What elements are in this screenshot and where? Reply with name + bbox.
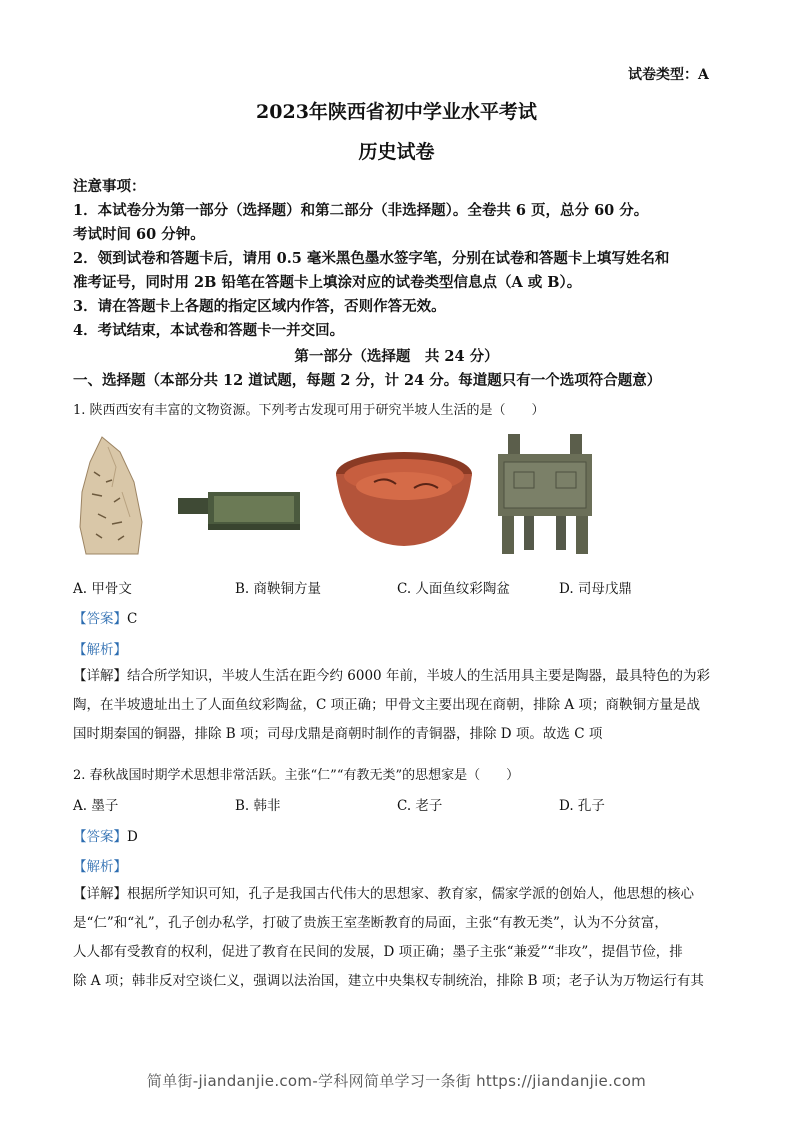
exam-title: 2023年陕西省初中学业水平考试 (256, 101, 537, 123)
answer-tag: 【答案】 (73, 611, 127, 627)
q2-detail (73, 880, 723, 996)
q2-option-d: D. 孔子 (559, 798, 605, 814)
part1-heading: 第一部分（选择题 共 24 分） (294, 348, 499, 365)
note-item-4: 4．考试结束，本试卷和答题卡一并交回。 (73, 322, 345, 339)
q2-option-c: C. 老子 (397, 798, 443, 814)
answer-value: C (127, 611, 138, 627)
detail-tag: 【详解】 (73, 886, 127, 902)
analysis-tag: 【解析】 (73, 859, 127, 875)
detail-tag: 【详解】 (73, 668, 127, 684)
q2-answer (73, 825, 138, 845)
q2-option-a: A. 墨子 (73, 798, 119, 814)
note-item-3: 3．请在答题卡上各题的指定区域内作答，否则作答无效。 (73, 298, 446, 315)
answer-value: D (127, 829, 138, 845)
answer-tag: 【答案】 (73, 829, 127, 845)
q1-detail-line-2: 陶，在半坡遗址出土了人面鱼纹彩陶盆，C 项正确；甲骨文主要出现在商朝，排除 A 项；商鞅铜方量是战 (73, 697, 700, 713)
q1-detail (73, 662, 723, 749)
question-1-stem: 1. 陕西西安有丰富的文物资源。下列考古发现可用于研究半坡人生活的是（ ） (73, 403, 545, 418)
q2-detail-line-1: 根据所学知识可知，孔子是我国古代伟大的思想家、教育家，儒家学派的创始人，他思想的核心 (127, 886, 694, 902)
exam-subtitle: 历史试卷 (358, 141, 435, 163)
bronze-ding-image (494, 432, 596, 557)
oracle-bone-image (72, 432, 152, 557)
q2-option-b: B. 韩非 (235, 798, 281, 814)
page-footer: 简单街-jiandanjie.com-学科网简单学习一条街 https://jiandanjie.com (146, 1072, 647, 1090)
question-2-stem: 2. 春秋战国时期学术思想非常活跃。主张“仁”“有教无类”的思想家是（ ） (73, 768, 520, 783)
q2-detail-line-4: 除 A 项；韩非反对空谈仁义，强调以法治国，建立中央集权专制统治，排除 B 项；老子认为万物运行有其 (73, 973, 704, 989)
note-item-1-line-2: 考试时间 60 分钟。 (73, 226, 205, 243)
q2-analysis (73, 855, 127, 875)
q2-detail-line-3: 人人都有受教育的权利，促进了教育在民间的发展，D 项正确；墨子主张“兼爱”“非攻”，提倡节俭，排 (73, 944, 683, 960)
note-item-2-line-2: 准考证号，同时用 2B 铅笔在答题卡上填涂对应的试卷类型信息点（A 或 B）。 (73, 274, 582, 291)
painted-pottery-basin-image (334, 432, 474, 557)
bronze-measure-image (176, 432, 304, 557)
q1-option-b: B. 商鞅铜方量 (235, 581, 322, 597)
q1-answer (73, 607, 137, 627)
q1-detail-line-3: 国时期秦国的铜器，排除 B 项；司母戊鼎是商朝时制作的青铜器，排除 D 项。故选 C 项 (73, 726, 603, 742)
q1-detail-line-1: 结合所学知识，半坡人生活在距今约 6000 年前，半坡人的生活用具主要是陶器，最具特色的为彩 (127, 668, 710, 684)
q1-option-a: A. 甲骨文 (73, 581, 132, 597)
note-item-1-line-1: 1．本试卷分为第一部分（选择题）和第二部分（非选择题）。全卷共 6 页，总分 60 分。 (73, 202, 649, 219)
section-heading: 一、选择题（本部分共 12 道试题，每题 2 分，计 24 分。每道题只有一个选项符合题意） (73, 372, 662, 389)
paper-type-label: 试卷类型：A (628, 67, 709, 83)
q2-detail-line-2: 是“仁”和“礼”，孔子创办私学，打破了贵族王室垄断教育的局面，主张“有教无类”，认为不分贫富， (73, 915, 668, 931)
q1-option-d: D. 司母戊鼎 (559, 581, 632, 597)
analysis-tag: 【解析】 (73, 642, 127, 658)
notes-heading: 注意事项： (73, 178, 146, 195)
note-item-2-line-1: 2．领到试卷和答题卡后，请用 0.5 毫米黑色墨水签字笔，分别在试卷和答题卡上填写姓名和 (73, 250, 670, 267)
q1-analysis (73, 638, 127, 658)
q1-option-c: C. 人面鱼纹彩陶盆 (397, 581, 510, 597)
